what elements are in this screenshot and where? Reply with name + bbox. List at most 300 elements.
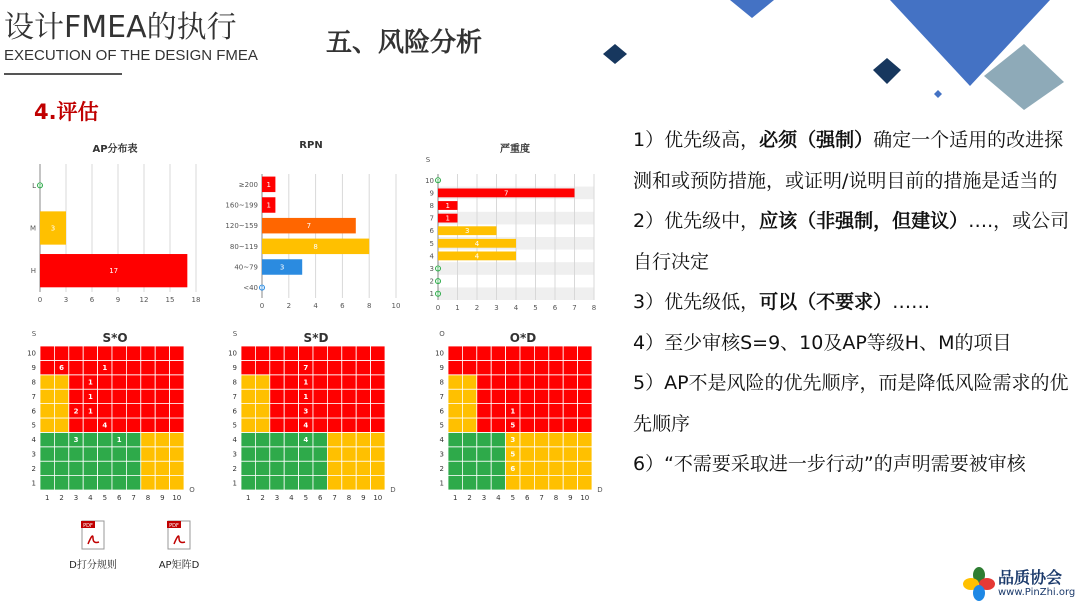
matrix-cell (284, 432, 298, 446)
matrix-cell (112, 418, 126, 432)
x-tick-label: 0 (435, 304, 441, 312)
y-tick-label: 3 (31, 450, 36, 459)
y-tick-label: 9 (232, 364, 237, 373)
matrix-cell (54, 447, 68, 461)
matrix-cell (506, 389, 520, 403)
matrix-cell (241, 461, 255, 475)
sd-matrix (223, 326, 411, 510)
matrix-cell (54, 432, 68, 446)
cell-count-label: 3 (303, 407, 309, 416)
matrix-cell (313, 418, 327, 432)
matrix-cell (549, 375, 563, 389)
matrix-cell (284, 476, 298, 490)
matrix-cell (371, 346, 385, 360)
matrix-cell (112, 447, 126, 461)
matrix-cell (255, 461, 269, 475)
matrix-cell (40, 389, 54, 403)
x-tick-label: 0 (37, 296, 43, 302)
x-tick-label: 7 (572, 304, 577, 312)
bar-value-label: 3 (465, 227, 470, 236)
matrix-cell (327, 360, 341, 374)
matrix-cell (241, 375, 255, 389)
matrix-cell (112, 461, 126, 475)
sd-matrix-title: S*D (303, 331, 329, 345)
matrix-cell (371, 360, 385, 374)
x-axis-title: D (390, 486, 396, 494)
matrix-cell (327, 404, 341, 418)
matrix-cell (126, 418, 140, 432)
matrix-cell (578, 375, 592, 389)
matrix-cell (313, 432, 327, 446)
matrix-cell (491, 389, 505, 403)
matrix-cell (520, 346, 534, 360)
matrix-cell (126, 404, 140, 418)
matrix-cell (356, 476, 370, 490)
matrix-cell (448, 447, 462, 461)
matrix-cell (448, 461, 462, 475)
matrix-cell (69, 346, 83, 360)
x-tick-label: 6 (524, 494, 530, 502)
cell-count-label: 1 (303, 392, 309, 401)
x-tick-label: 15 (165, 296, 175, 302)
matrix-cell (578, 418, 592, 432)
cell-count-label: 1 (87, 407, 93, 416)
matrix-cell (342, 447, 356, 461)
matrix-cell (241, 432, 255, 446)
y-tick-label: 7 (232, 392, 237, 401)
cell-count-label: 6 (59, 364, 65, 373)
matrix-cell (241, 389, 255, 403)
matrix-cell (40, 447, 54, 461)
matrix-cell (327, 389, 341, 403)
matrix-cell (141, 389, 155, 403)
matrix-cell (112, 404, 126, 418)
matrix-cell (69, 360, 83, 374)
bar-value-label: 4 (474, 252, 480, 261)
matrix-cell (40, 476, 54, 490)
matrix-cell (534, 461, 548, 475)
so-matrix (22, 326, 206, 510)
matrix-cell (255, 346, 269, 360)
x-tick-label: 12 (139, 296, 149, 302)
y-axis-title: S (425, 156, 431, 164)
matrix-cell (284, 418, 298, 432)
page-subtitle: EXECUTION OF THE DESIGN FMEA (4, 47, 258, 64)
category-label: ≥200 (238, 180, 258, 189)
matrix-cell (141, 360, 155, 374)
matrix-cell (270, 461, 284, 475)
matrix-cell (313, 346, 327, 360)
category-label: 9 (429, 189, 434, 198)
matrix-cell (69, 447, 83, 461)
bar-value-label: 1 (266, 180, 271, 189)
navy-diamond (873, 58, 901, 84)
matrix-cell (98, 476, 112, 490)
matrix-cell (534, 346, 548, 360)
matrix-cell (54, 375, 68, 389)
matrix-cell (69, 375, 83, 389)
matrix-cell (534, 360, 548, 374)
matrix-cell (462, 476, 476, 490)
matrix-cell (313, 375, 327, 389)
cell-count-label: 5 (510, 421, 516, 430)
matrix-cell (578, 360, 592, 374)
pdf-label: D打分规则 (69, 560, 117, 571)
matrix-cell (284, 461, 298, 475)
svg-text:PDF: PDF (169, 523, 179, 529)
matrix-cell (477, 476, 491, 490)
cell-count-label: 4 (303, 421, 309, 430)
matrix-cell (371, 476, 385, 490)
tiny-diamond (934, 90, 942, 98)
matrix-cell (170, 360, 184, 374)
matrix-cell (255, 389, 269, 403)
matrix-cell (98, 432, 112, 446)
matrix-cell (98, 404, 112, 418)
x-tick-label: 2 (286, 302, 292, 310)
matrix-cell (520, 432, 534, 446)
matrix-cell (534, 389, 548, 403)
matrix-cell (356, 432, 370, 446)
category-label: 10 (425, 176, 434, 185)
matrix-cell (69, 476, 83, 490)
flower-logo-icon (962, 567, 996, 601)
matrix-cell (578, 404, 592, 418)
cell-count-label: 3 (73, 436, 79, 445)
rpn-chart-title: RPN (299, 140, 323, 151)
x-tick-label: 5 (510, 494, 516, 502)
ap-chart-title: AP分布表 (92, 144, 138, 155)
matrix-cell (270, 404, 284, 418)
x-tick-label: 3 (63, 296, 69, 302)
matrix-cell (69, 418, 83, 432)
x-tick-label: 6 (552, 304, 558, 312)
y-tick-label: 3 (439, 450, 444, 459)
matrix-cell (491, 432, 505, 446)
matrix-cell (491, 476, 505, 490)
cell-count-label: 7 (303, 364, 309, 373)
y-tick-label: 6 (439, 407, 444, 416)
pdf-attachment-ap-matrix[interactable] (144, 520, 214, 571)
matrix-cell (155, 461, 169, 475)
matrix-cell (371, 418, 385, 432)
matrix-cell (270, 389, 284, 403)
matrix-cell (462, 432, 476, 446)
zero-value-label: 0 (436, 280, 440, 286)
matrix-cell (270, 360, 284, 374)
y-tick-label: 9 (31, 364, 36, 373)
matrix-cell (342, 375, 356, 389)
matrix-cell (506, 375, 520, 389)
matrix-cell (313, 476, 327, 490)
x-tick-label: 8 (346, 494, 352, 502)
x-tick-label: 3 (481, 494, 487, 502)
category-label: L (32, 181, 36, 190)
matrix-cell (270, 476, 284, 490)
y-tick-label: 5 (439, 421, 444, 430)
od-matrix-title: O*D (509, 331, 537, 345)
matrix-cell (170, 404, 184, 418)
matrix-cell (491, 447, 505, 461)
matrix-cell (170, 389, 184, 403)
note-6: 6）“不需要采取进一步行动”的声明需要被审核 (633, 453, 1026, 475)
matrix-cell (356, 389, 370, 403)
matrix-cell (448, 476, 462, 490)
cell-count-label: 3 (510, 436, 516, 445)
matrix-cell (578, 346, 592, 360)
y-tick-label: 4 (232, 436, 237, 445)
matrix-cell (448, 389, 462, 403)
matrix-cell (448, 346, 462, 360)
matrix-cell (342, 461, 356, 475)
x-tick-label: 4 (496, 494, 501, 502)
matrix-cell (477, 346, 491, 360)
cell-count-label: 1 (303, 378, 309, 387)
matrix-cell (126, 476, 140, 490)
x-tick-label: 7 (131, 494, 136, 502)
y-tick-label: 10 (27, 349, 36, 358)
x-tick-label: 6 (317, 494, 323, 502)
x-tick-label: 6 (340, 302, 345, 310)
matrix-cell (356, 461, 370, 475)
matrix-cell (54, 461, 68, 475)
matrix-cell (506, 346, 520, 360)
matrix-cell (534, 447, 548, 461)
bar-value-label: 1 (445, 202, 450, 210)
matrix-cell (155, 432, 169, 446)
matrix-cell (141, 432, 155, 446)
x-tick-label: 18 (191, 296, 201, 302)
y-tick-label: 7 (439, 392, 444, 401)
x-tick-label: 3 (73, 494, 79, 502)
matrix-cell (255, 447, 269, 461)
matrix-cell (40, 461, 54, 475)
bar-value-label: 4 (474, 239, 480, 248)
x-tick-label: 10 (580, 494, 590, 502)
x-tick-label: 6 (116, 494, 122, 502)
x-tick-label: 9 (361, 494, 366, 502)
note-5: 5）AP不是风险的优先顺序，而是降低风险需求的优先顺序 (633, 372, 1069, 435)
matrix-cell (270, 418, 284, 432)
matrix-cell (477, 375, 491, 389)
category-label: 2 (429, 277, 434, 286)
matrix-cell (327, 432, 341, 446)
category-label: 40~79 (234, 263, 258, 272)
title-underline (4, 73, 122, 75)
category-label: M (29, 224, 36, 233)
y-tick-label: 1 (31, 479, 36, 488)
logo-name: 品质协会 (998, 568, 1063, 587)
y-tick-label: 4 (439, 436, 444, 445)
matrix-cell (83, 461, 97, 475)
x-tick-label: 1 (245, 494, 251, 502)
matrix-cell (299, 476, 313, 490)
category-label: 7 (429, 214, 434, 223)
matrix-cell (491, 461, 505, 475)
matrix-cell (313, 360, 327, 374)
matrix-cell (284, 404, 298, 418)
matrix-cell (462, 360, 476, 374)
matrix-cell (284, 389, 298, 403)
matrix-cell (299, 346, 313, 360)
matrix-cell (563, 375, 577, 389)
matrix-cell (40, 418, 54, 432)
matrix-cell (549, 418, 563, 432)
matrix-cell (155, 360, 169, 374)
small-blue-triangle (730, 0, 774, 18)
y-tick-label: 8 (31, 378, 36, 387)
x-tick-label: 4 (313, 302, 318, 310)
matrix-cell (270, 346, 284, 360)
matrix-cell (563, 476, 577, 490)
matrix-cell (342, 432, 356, 446)
ap-distribution-chart (22, 156, 204, 302)
y-axis-title: S (31, 330, 37, 338)
x-tick-label: 7 (332, 494, 337, 502)
matrix-cell (563, 461, 577, 475)
matrix-cell (549, 461, 563, 475)
matrix-cell (462, 404, 476, 418)
matrix-cell (371, 389, 385, 403)
y-tick-label: 8 (232, 378, 237, 387)
x-tick-label: 10 (373, 494, 383, 502)
matrix-cell (563, 346, 577, 360)
pdf-icon (81, 520, 105, 550)
matrix-cell (520, 375, 534, 389)
matrix-cell (270, 375, 284, 389)
y-axis-title: S (232, 330, 238, 338)
matrix-cell (342, 404, 356, 418)
x-tick-label: 1 (452, 494, 458, 502)
cell-count-label: 4 (303, 436, 309, 445)
matrix-cell (342, 346, 356, 360)
matrix-cell (155, 418, 169, 432)
section-title: 五、风险分析 (326, 28, 483, 58)
pdf-attachment-scoring-rules[interactable] (58, 520, 128, 571)
x-tick-label: 9 (115, 296, 121, 302)
matrix-cell (155, 447, 169, 461)
matrix-cell (170, 418, 184, 432)
matrix-cell (155, 346, 169, 360)
y-tick-label: 6 (232, 407, 237, 416)
matrix-cell (371, 447, 385, 461)
matrix-cell (534, 432, 548, 446)
matrix-cell (83, 346, 97, 360)
matrix-cell (98, 461, 112, 475)
cell-count-label: 1 (510, 407, 516, 416)
matrix-cell (170, 375, 184, 389)
matrix-cell (141, 375, 155, 389)
matrix-cell (83, 476, 97, 490)
y-tick-label: 3 (232, 450, 237, 459)
matrix-cell (563, 404, 577, 418)
note-4: 4）至少审核S=9、10及AP等级H、M的项目 (633, 331, 1012, 354)
matrix-cell (98, 375, 112, 389)
matrix-cell (327, 375, 341, 389)
matrix-cell (284, 375, 298, 389)
matrix-cell (477, 389, 491, 403)
page-title: 设计FMEA的执行 (4, 10, 237, 45)
bar-value-label: 1 (266, 201, 271, 210)
x-tick-label: 1 (44, 494, 50, 502)
x-tick-label: 0 (259, 302, 265, 310)
matrix-cell (255, 404, 269, 418)
y-tick-label: 10 (228, 349, 237, 358)
x-tick-label: 8 (591, 304, 597, 312)
matrix-cell (241, 346, 255, 360)
category-label: 120~159 (225, 222, 258, 231)
matrix-cell (241, 476, 255, 490)
y-tick-label: 2 (439, 464, 444, 473)
matrix-cell (356, 346, 370, 360)
matrix-cell (40, 432, 54, 446)
category-label: 1 (429, 290, 434, 299)
matrix-cell (477, 447, 491, 461)
x-tick-label: 2 (474, 304, 480, 312)
matrix-cell (54, 346, 68, 360)
matrix-cell (491, 375, 505, 389)
zero-value-label: 0 (436, 267, 440, 273)
matrix-cell (563, 360, 577, 374)
matrix-cell (83, 418, 97, 432)
x-tick-label: 2 (59, 494, 64, 502)
x-tick-label: 4 (513, 304, 519, 312)
matrix-cell (549, 404, 563, 418)
matrix-cell (477, 461, 491, 475)
matrix-cell (520, 389, 534, 403)
matrix-cell (270, 447, 284, 461)
note-1: 1）优先级高，必须（强制）确定一个适用的改进探测和或预防措施，或证明/说明目前的措施是适当的 (633, 129, 1064, 192)
matrix-cell (170, 476, 184, 490)
matrix-cell (126, 346, 140, 360)
matrix-cell (563, 418, 577, 432)
matrix-cell (327, 447, 341, 461)
matrix-cell (313, 461, 327, 475)
matrix-cell (69, 461, 83, 475)
matrix-cell (141, 346, 155, 360)
severity-chart-title: 严重度 (500, 144, 530, 155)
matrix-cell (98, 389, 112, 403)
matrix-cell (40, 360, 54, 374)
matrix-cell (270, 432, 284, 446)
evaluation-notes (633, 120, 1081, 485)
matrix-cell (54, 389, 68, 403)
matrix-cell (563, 447, 577, 461)
matrix-cell (578, 476, 592, 490)
matrix-cell (313, 389, 327, 403)
bar-value-label: 1 (445, 214, 450, 223)
small-navy-diamond (603, 44, 627, 64)
matrix-cell (155, 404, 169, 418)
matrix-cell (520, 461, 534, 475)
x-tick-label: 1 (455, 304, 460, 312)
matrix-cell (491, 404, 505, 418)
matrix-cell (170, 447, 184, 461)
matrix-cell (112, 375, 126, 389)
x-axis-title: D (597, 486, 603, 494)
subheading: 4.评估 (34, 100, 99, 124)
x-tick-label: 5 (303, 494, 309, 502)
y-tick-label: 9 (439, 364, 444, 373)
category-label: H (30, 267, 36, 276)
matrix-cell (83, 447, 97, 461)
matrix-cell (448, 375, 462, 389)
matrix-cell (491, 360, 505, 374)
matrix-cell (155, 389, 169, 403)
matrix-cell (141, 404, 155, 418)
matrix-cell (313, 447, 327, 461)
matrix-cell (342, 476, 356, 490)
